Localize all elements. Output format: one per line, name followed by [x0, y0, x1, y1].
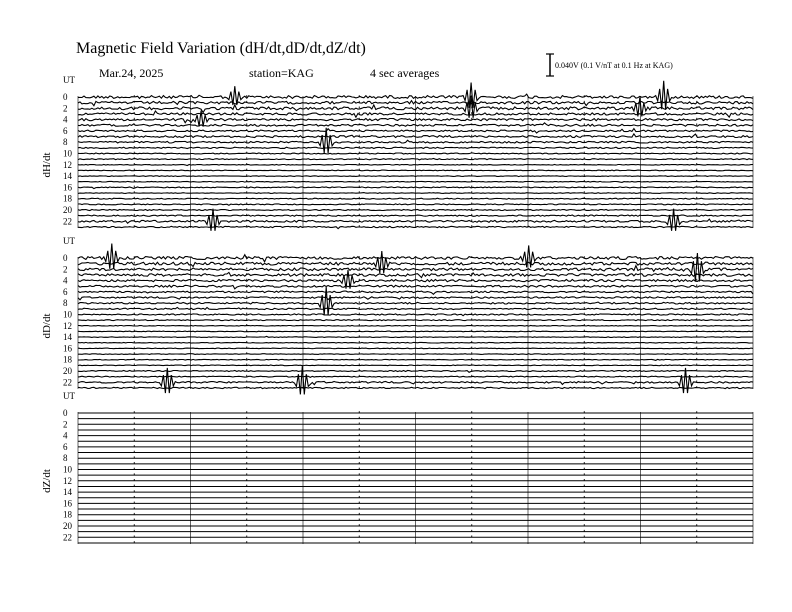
panel-dZ-dt: [41, 391, 753, 544]
panel-label-dZ-dt: dZ/dt: [41, 469, 53, 493]
hour-label: 0: [63, 408, 68, 418]
hour-label: 16: [63, 498, 72, 509]
hour-label: 12: [63, 320, 72, 331]
station-label: station=KAG: [249, 66, 314, 80]
hour-label: 14: [63, 332, 72, 343]
panels-group: [41, 75, 753, 544]
hour-label: 18: [63, 509, 72, 520]
hour-label: 18: [63, 193, 72, 204]
ut-label: UT: [63, 75, 75, 85]
scale-bar-label: 0.040V (0.1 V/nT at 0.1 Hz at KAG): [555, 61, 673, 70]
hour-label: 0: [63, 92, 68, 102]
hour-label: 6: [63, 286, 68, 297]
averaging-label: 4 sec averages: [370, 66, 440, 80]
hour-label: 14: [63, 171, 72, 182]
hour-label: 18: [63, 354, 72, 365]
hour-label: 14: [63, 487, 72, 498]
trace-hour-10: [78, 153, 753, 154]
panel-dD-dt: [41, 236, 753, 394]
trace-hour-17: [78, 354, 753, 355]
hour-label: 4: [63, 275, 68, 286]
hour-label: 2: [63, 419, 68, 430]
hour-label: 10: [63, 464, 72, 475]
trace-hour-12: [78, 326, 753, 327]
hour-label: 4: [63, 114, 68, 125]
trace-hour-17: [78, 193, 753, 194]
hour-label: 6: [63, 441, 68, 452]
hour-label: 16: [63, 182, 72, 193]
trace-hour-13: [78, 170, 753, 171]
hour-label: 6: [63, 125, 68, 136]
panel-label-dH-dt: dH/dt: [41, 152, 53, 178]
trace-hour-14: [78, 176, 753, 177]
trace-hour-9: [78, 147, 753, 148]
trace-hour-14: [78, 336, 753, 337]
hour-label: 20: [63, 205, 72, 215]
chart-title: Magnetic Field Variation (dH/dt,dD/dt,dZ/dt): [76, 40, 366, 57]
hour-label: 12: [63, 159, 72, 170]
hour-label: 8: [63, 137, 68, 148]
hour-label: 20: [63, 521, 72, 531]
hour-label: 16: [63, 343, 72, 354]
hour-label: 2: [63, 103, 68, 114]
hour-label: 22: [63, 532, 72, 543]
hour-label: 0: [63, 253, 68, 263]
trace-hour-19: [78, 365, 753, 366]
trace-hour-18: [78, 359, 753, 360]
trace-hour-16: [78, 348, 753, 349]
trace-hour-15: [78, 342, 753, 343]
panel-label-dD-dt: dD/dt: [41, 313, 53, 339]
panel-dH-dt: [41, 75, 753, 231]
hour-label: 8: [63, 298, 68, 309]
hour-label: 8: [63, 453, 68, 464]
hour-label: 2: [63, 264, 68, 275]
hour-label: 4: [63, 430, 68, 441]
trace-hour-20: [78, 210, 753, 211]
hour-label: 10: [63, 309, 72, 320]
hour-label: 20: [63, 366, 72, 376]
hour-label: 12: [63, 475, 72, 486]
hour-label: 10: [63, 148, 72, 159]
hour-label: 22: [63, 216, 72, 227]
trace-hour-15: [78, 181, 753, 182]
trace-hour-23: [78, 387, 753, 388]
scale-bar: [546, 54, 554, 76]
trace-hour-13: [78, 331, 753, 332]
ut-label: UT: [63, 391, 75, 401]
ut-label: UT: [63, 236, 75, 246]
date-label: Mar.24, 2025: [99, 66, 164, 80]
hour-label: 22: [63, 377, 72, 388]
